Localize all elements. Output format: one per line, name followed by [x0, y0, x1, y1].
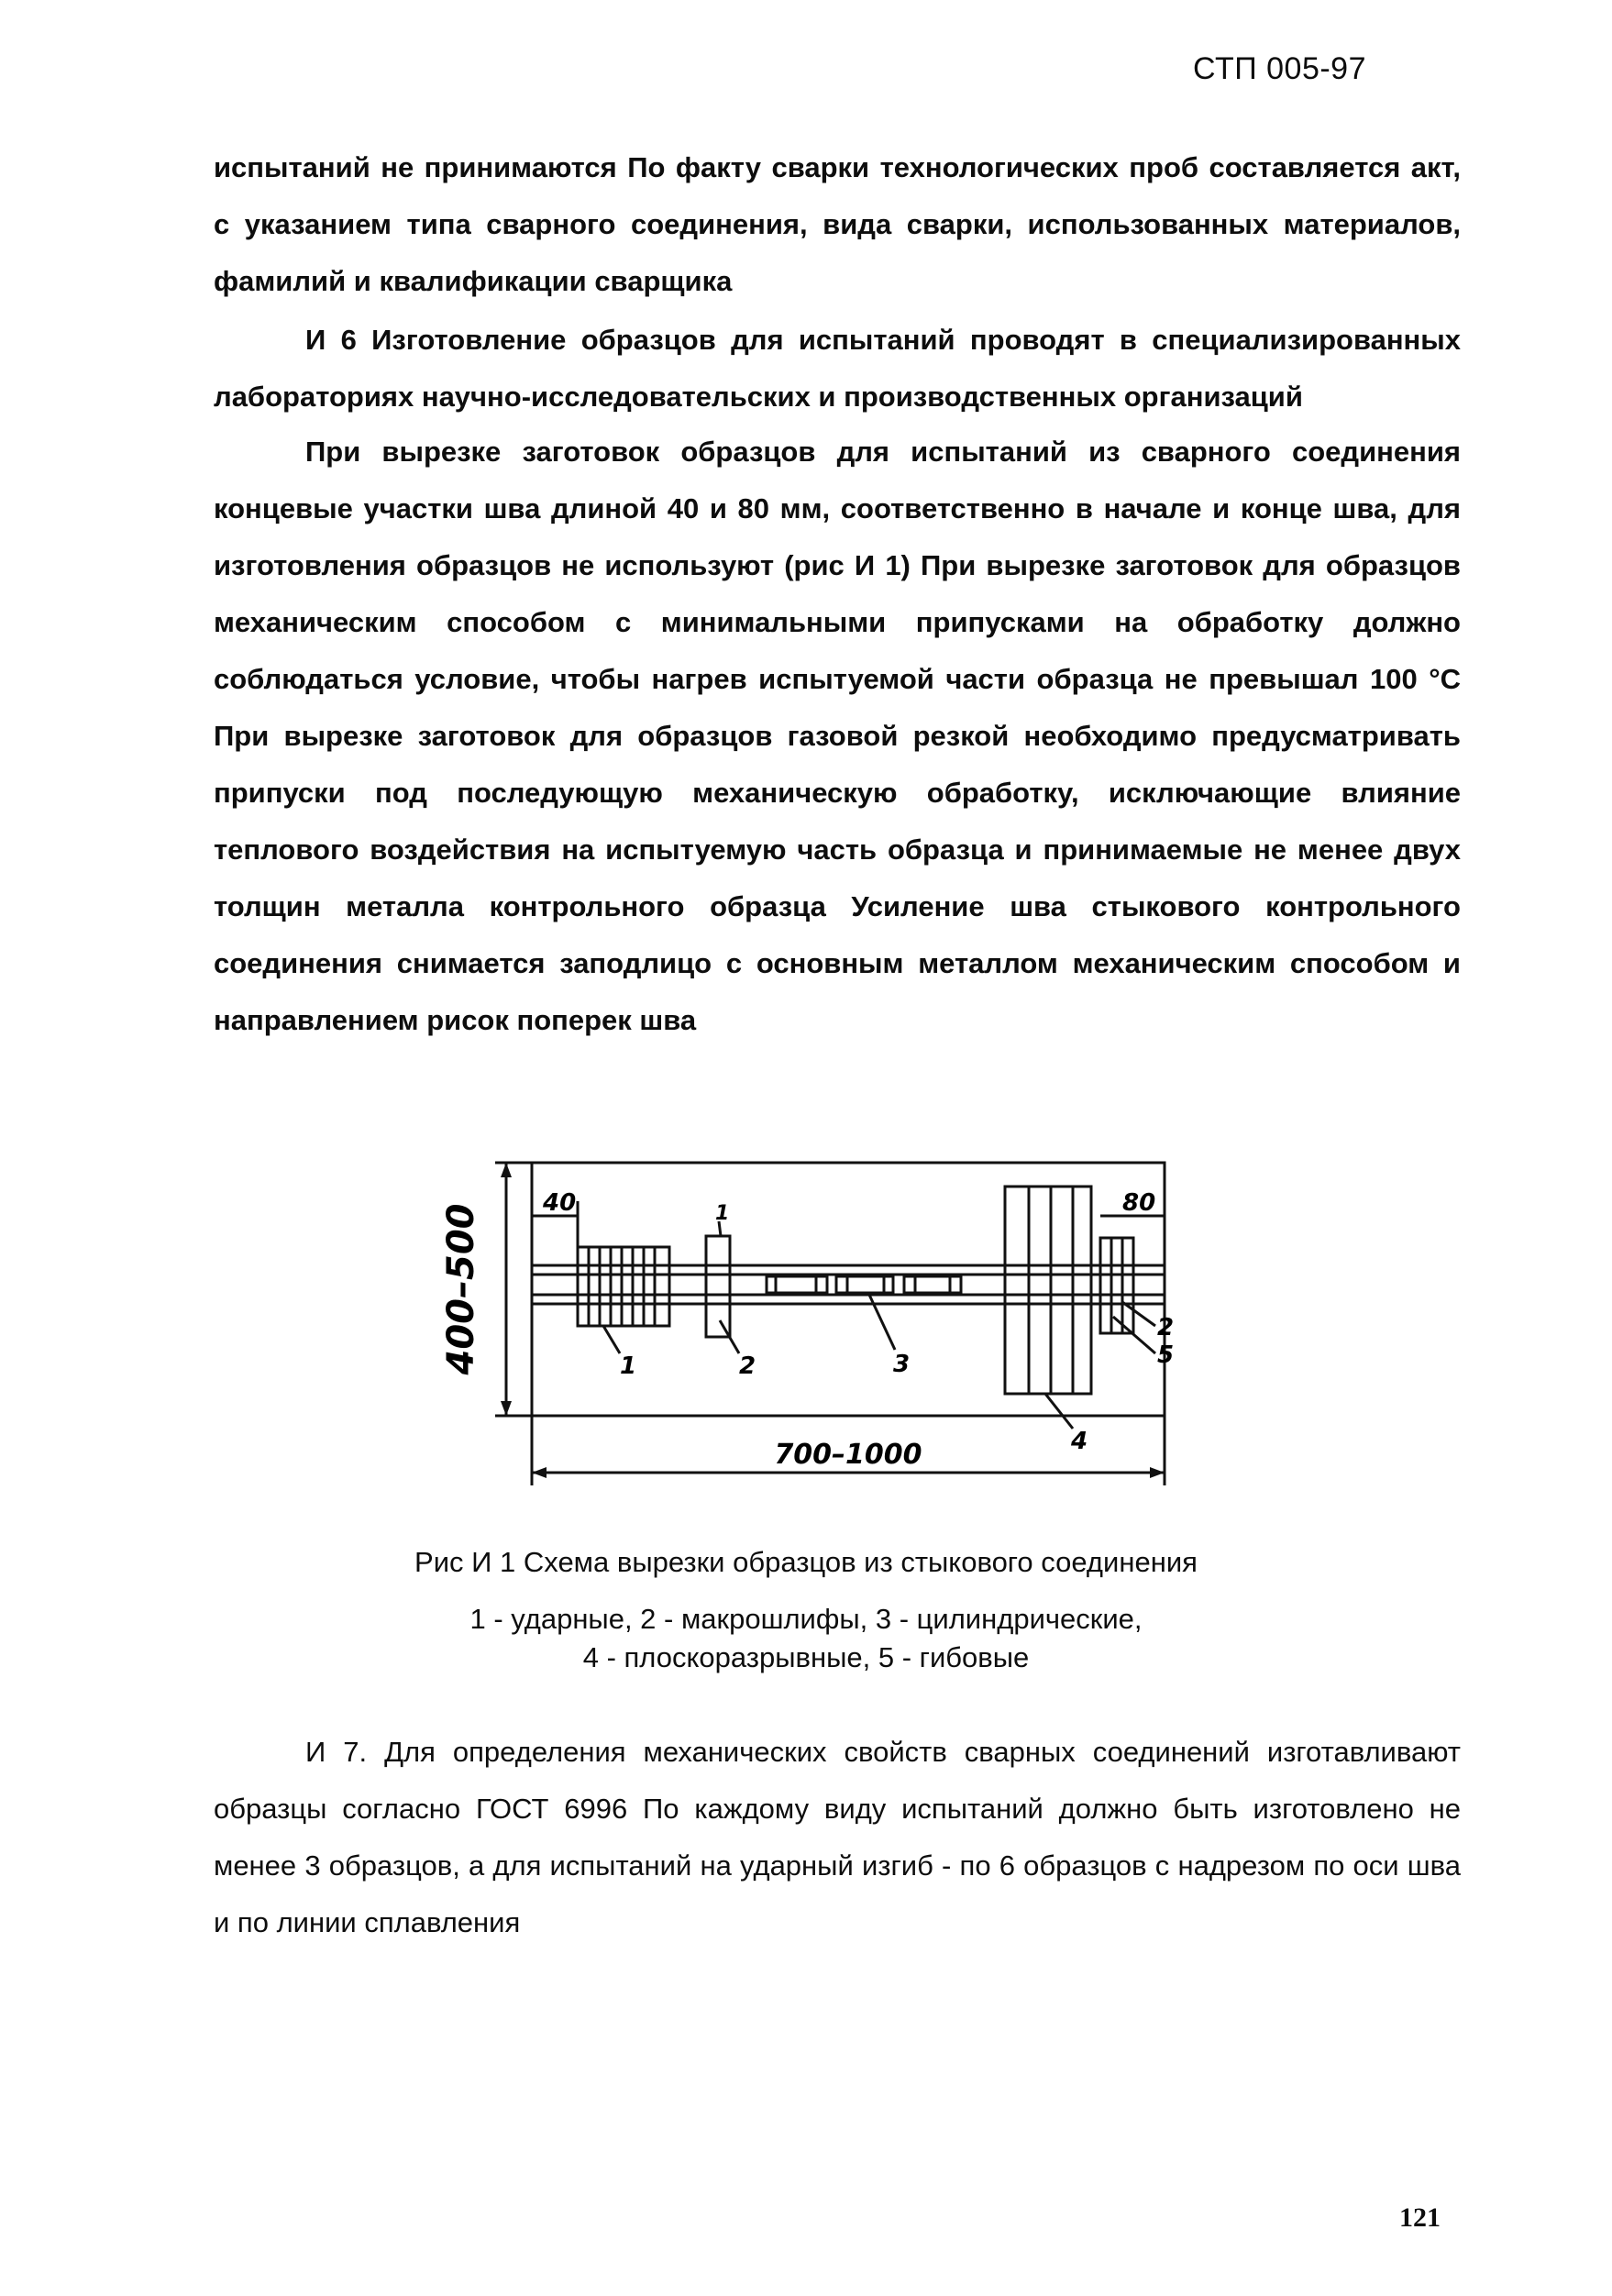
end-offset-label: 80: [1122, 1189, 1156, 1217]
paragraph-i6: И 6 Изготовление образцов для испытаний проводят в специализированных лабораториях научно-исследовательских и производственных организаций: [214, 324, 1461, 413]
label-flat-tensile: 4: [1071, 1428, 1088, 1455]
cylindrical-samples: [767, 1276, 961, 1293]
paragraph-cutting: При вырезке заготовок образцов для испытаний из сварного соединения концевые участки шва длиной 40 и 80 мм, соответственно в начале и конце шва, для изготовления образцов не используют (рис И 1) При вырезке заготовок для образцов механическим способом с минимальными припусками на обработку должно соблюдаться условие, чтобы нагрев испытуемой части образца не превышал 100 °С При вырезке заготовок для образцов газовой резкой необходимо предусматривать припуски под последующую механическую обработку, исключающие влияние теплового воздействия на испытуемую часть образца и принимаемые не менее двух толщин металла контрольного образца Усиление шва стыкового контрольного соединения снимается заподлицо с основным металлом механическим способом и направлением рисок поперек шва: [214, 436, 1461, 1036]
start-offset-label: 40: [543, 1189, 577, 1217]
figure-caption-legend: [0, 1600, 1612, 1677]
document-code: СТП 005-97: [1193, 51, 1366, 86]
label-macro-end: 2: [1157, 1314, 1174, 1341]
cutting-scheme-figure: [440, 1137, 1174, 1504]
label-bend: 5: [1157, 1341, 1174, 1369]
label-marker: 1: [715, 1202, 730, 1225]
figure-legend-line-1: 1 - ударные, 2 - макрошлифы, 3 - цилиндрические,: [469, 1603, 1143, 1635]
figure-legend-line-2: 4 - плоскоразрывные, 5 - гибовые: [582, 1641, 1030, 1673]
flat-tensile-samples: [1005, 1187, 1091, 1394]
paragraph-i7: И 7. Для определения механических свойств сварных соединений изготавливают образцы согласно ГОСТ 6996 По каждому виду испытаний должно быть изготовлено не менее 3 образцов, а для испытаний на ударный изгиб - по 6 образцов с надрезом по оси шва и по линии сплавления: [214, 1736, 1461, 1938]
label-cylindrical: 3: [893, 1351, 911, 1378]
paragraph-continuation: испытаний не принимаются По факту сварки технологических проб составляется акт, с указанием типа сварного соединения, вида сварки, использованных материалов, фамилий и квалификации сварщика: [214, 151, 1461, 297]
impact-samples-block: [578, 1247, 669, 1326]
label-impact: 1: [620, 1352, 637, 1380]
figure-caption-title: Рис И 1 Схема вырезки образцов из стыкового соединения: [414, 1546, 1198, 1578]
width-dimension-label: 700–1000: [774, 1439, 922, 1471]
page-number: 121: [1399, 2202, 1441, 2233]
height-dimension-label: 400–500: [440, 1203, 482, 1375]
macro-section-sample: [706, 1236, 730, 1337]
label-macro: 2: [739, 1352, 756, 1380]
